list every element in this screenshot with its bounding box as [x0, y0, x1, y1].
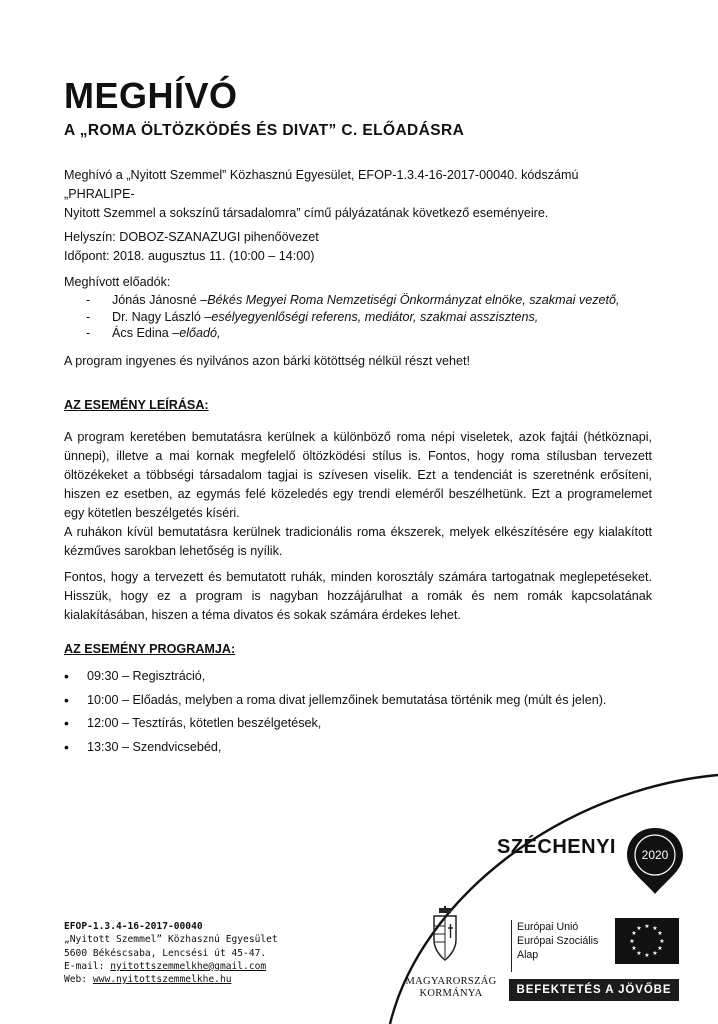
svg-text:★: ★ [657, 945, 663, 952]
description-heading: AZ ESEMÉNY LEÍRÁSA: [64, 398, 209, 412]
footer-contact [64, 920, 278, 986]
footer-address: 5600 Békéscsaba, Lencsési út 45-47. [64, 947, 267, 959]
eu-logo-text [511, 920, 598, 972]
event-time: Időpont: 2018. augusztus 11. (10:00 – 14:00) [64, 249, 315, 263]
program-heading: AZ ESEMÉNY PROGRAMJA: [64, 642, 236, 656]
program-item-text: 12:00 – Tesztírás, kötetlen beszélgetések, [87, 716, 322, 731]
footer-web-link[interactable]: www.nyitottszemmelkhe.hu [92, 974, 232, 986]
investment-banner: BEFEKTETÉS A JÖVŐBE [509, 979, 679, 1001]
footer-email-row [64, 960, 278, 973]
szechenyi-2020-pin-icon [624, 826, 686, 896]
speaker-name: Ács Edina – [112, 326, 180, 340]
speaker-role: Békés Megyei Roma Nemzetiségi Önkormányzat elnöke, szakmai vezető, [207, 293, 620, 307]
eu-line-2: Európai Szociális [517, 935, 599, 947]
page-title: MEGHÍVÓ [64, 75, 238, 116]
page-subtitle: A „ROMA ÖLTÖZKÖDÉS ÉS DIVAT” C. ELŐADÁSRA [64, 122, 465, 139]
eu-line-1: Európai Unió [517, 921, 579, 933]
speaker-name: Jónás Jánosné – [112, 293, 208, 307]
szechenyi-logo-text: SZÉCHENYI [497, 836, 616, 858]
list-dash: - [86, 293, 91, 307]
speaker-role: esélyegyenlőségi referens, mediátor, szakmai asszisztens, [211, 309, 539, 324]
list-dash: - [86, 309, 91, 324]
svg-text:★: ★ [652, 950, 658, 957]
program-item-text: 13:30 – Szendvicsebéd, [87, 740, 222, 755]
intro-line-1: Meghívó a „Nyitott Szemmel” Közhasznú Egyesület, EFOP-1.3.4-16-2017-00040. kódszámú „PHRALIPE- [64, 168, 579, 201]
bullet: • [64, 715, 69, 732]
description-paragraph-1: A program keretében bemutatásra kerülnek a különböző roma népi viseletek, azok fajtái (hétköznapi, ünnepi), illetve a mai kornak megfelelő öltözködési stílus is. Fontos, hogy roma stílusban tervezett öltözékeket a többségi társadalom tagjai is szívesen viselik. Ezt a tendenciát is szeretnénk erősíteni, hiszen ez esetben, az egymás felé közeledés egy trendi eleméről beszélhetünk. Ezt a programelemet egy kötetlen beszélgetés kíséri. [64, 430, 652, 520]
program-item-text: 09:30 – Regisztráció, [87, 668, 206, 683]
footer-web-label: Web: [64, 974, 93, 986]
svg-text:★: ★ [636, 925, 642, 932]
svg-text:★: ★ [644, 923, 650, 930]
footer-org: „Nyitott Szemmel” Közhasznú Egyesület [64, 934, 278, 946]
svg-text:★: ★ [659, 938, 665, 945]
event-location: Helyszín: DOBOZ-SZANAZUGI pihenőövezet [64, 230, 319, 244]
list-dash: - [86, 326, 91, 340]
svg-text:★: ★ [636, 950, 642, 957]
svg-text:★: ★ [631, 945, 637, 952]
svg-text:★: ★ [631, 930, 637, 937]
description-paragraph-2: A ruhákon kívül bemutatásra kerülnek tradicionális roma ékszerek, melyek elkészítésére egy kialakított kézműves sarokban lehetőség is nyílik. [64, 525, 652, 558]
free-entry-note: A program ingyenes és nyilvános azon bárki kötöttség nélkül részt vehet! [64, 354, 471, 368]
footer-project-code: EFOP-1.3.4-16-2017-00040 [64, 921, 203, 932]
speaker-role: előadó, [179, 326, 221, 340]
government-logo-text [394, 976, 508, 1000]
gov-line-2: KORMÁNYA [419, 988, 483, 999]
speakers-heading: Meghívott előadók: [64, 275, 171, 289]
svg-text:★: ★ [652, 925, 658, 932]
eu-flag-icon [615, 918, 679, 964]
speaker-name: Dr. Nagy László – [112, 309, 212, 324]
bullet: • [64, 739, 69, 756]
svg-text:★: ★ [629, 938, 635, 945]
footer-email-label: E-mail: [64, 960, 111, 972]
footer-email-link[interactable]: nyitottszemmelkhe@gmail.com [110, 960, 267, 972]
bullet: • [64, 667, 69, 684]
bullet: • [64, 691, 69, 708]
program-item-text: 10:00 – Előadás, melyben a roma divat jellemzőinek bemutatása történik meg (múlt és jelen). [87, 692, 607, 707]
svg-text:★: ★ [657, 930, 663, 937]
description-paragraph-3: Fontos, hogy a tervezett és bemutatott ruhák, minden korosztály számára tartogatnak meglepetéseket. Hisszük, hogy ez a program is nagyban hozzájárulhat a romák és nem romák kapcsolatának kialakításában, hiszen a téma divatos és sokak számára érdekes lehet. [64, 570, 652, 622]
coat-of-arms-icon [428, 906, 462, 962]
gov-line-1: MAGYARORSZÁG [405, 976, 497, 987]
footer-web-row [64, 973, 278, 986]
svg-text:★: ★ [644, 952, 650, 959]
eu-line-3: Alap [517, 949, 539, 961]
intro-line-2: Nyitott Szemmel a sokszínű társadalomra” című pályázatának következő eseményeire. [64, 206, 549, 220]
szechenyi-year: 2020 [641, 848, 669, 862]
